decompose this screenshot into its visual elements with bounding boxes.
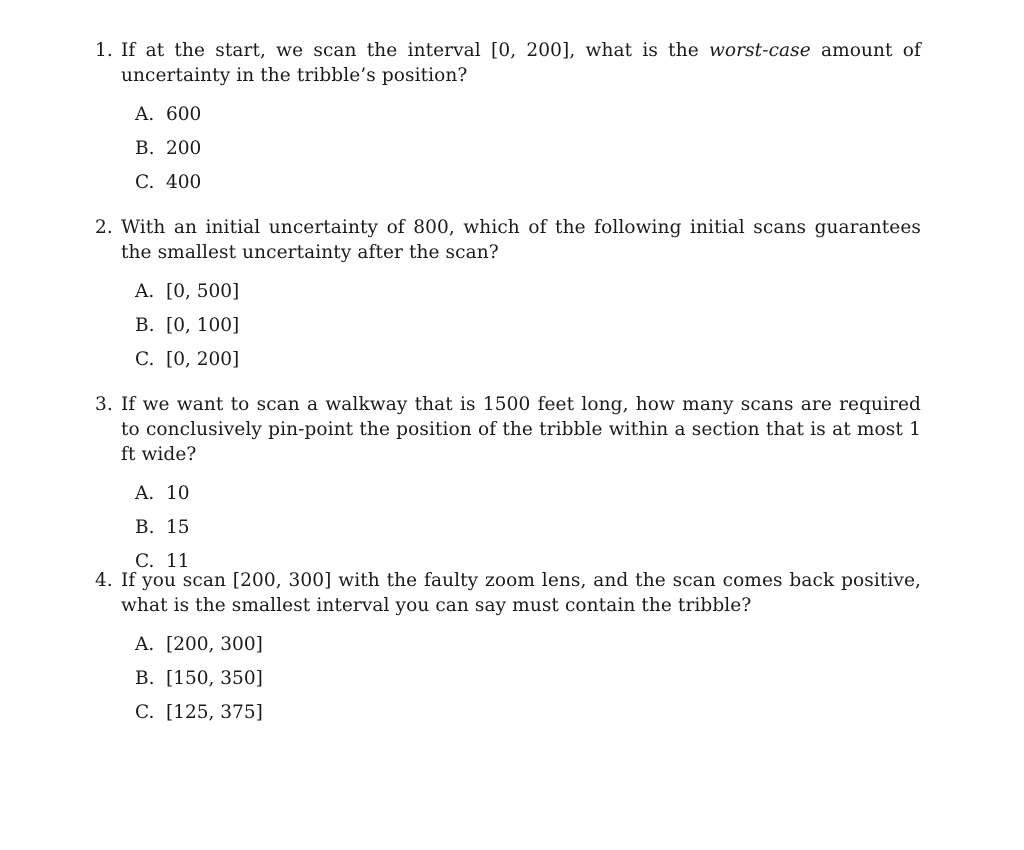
question-text: 1. If at the start, we scan the interval [0, 200], what is the worst-case amount of uncertainty in the tribble’s position? (95, 40, 921, 86)
choice-c[interactable]: C. [0, 200] (135, 349, 240, 370)
question-number: 3. (95, 394, 113, 415)
choice-list (95, 275, 921, 377)
choice-b[interactable]: B. 15 (135, 517, 190, 538)
emphasis-text: worst-case (708, 40, 811, 61)
question-text: 3. If we want to scan a walkway that is 1500 feet long, how many scans are required to conclusively pin-point the position of the tribble within a section that is at most 1 ft wide? (95, 394, 921, 465)
question-text: 4. If you scan [200, 300] with the faulty zoom lens, and the scan comes back positive, what is the smallest interval you can say must contain the tribble? (95, 570, 921, 616)
choice-c[interactable]: C. [125, 375] (135, 702, 263, 723)
choice-b[interactable]: B. [0, 100] (135, 315, 240, 336)
choice-c[interactable]: C. 11 (135, 551, 190, 572)
choice-a[interactable]: A. [200, 300] (135, 634, 263, 655)
choice-a[interactable]: A. 10 (135, 483, 190, 504)
choice-c[interactable]: C. 400 (135, 172, 202, 193)
question-number: 4. (95, 570, 113, 591)
question-text: 2. With an initial uncertainty of 800, which of the following initial scans guarantees the smallest uncertainty after the scan? (95, 217, 921, 263)
question-1 (95, 38, 921, 200)
question-number: 2. (95, 217, 113, 238)
choice-a[interactable]: A. 600 (135, 104, 202, 125)
choice-list (95, 98, 921, 200)
question-3 (95, 392, 921, 579)
choice-list (95, 477, 921, 579)
question-4 (95, 568, 921, 730)
choice-a[interactable]: A. [0, 500] (135, 281, 240, 302)
question-2 (95, 215, 921, 377)
choice-list (95, 628, 921, 730)
choice-b[interactable]: B. [150, 350] (135, 668, 263, 689)
choice-b[interactable]: B. 200 (135, 138, 202, 159)
question-number: 1. (95, 40, 113, 61)
